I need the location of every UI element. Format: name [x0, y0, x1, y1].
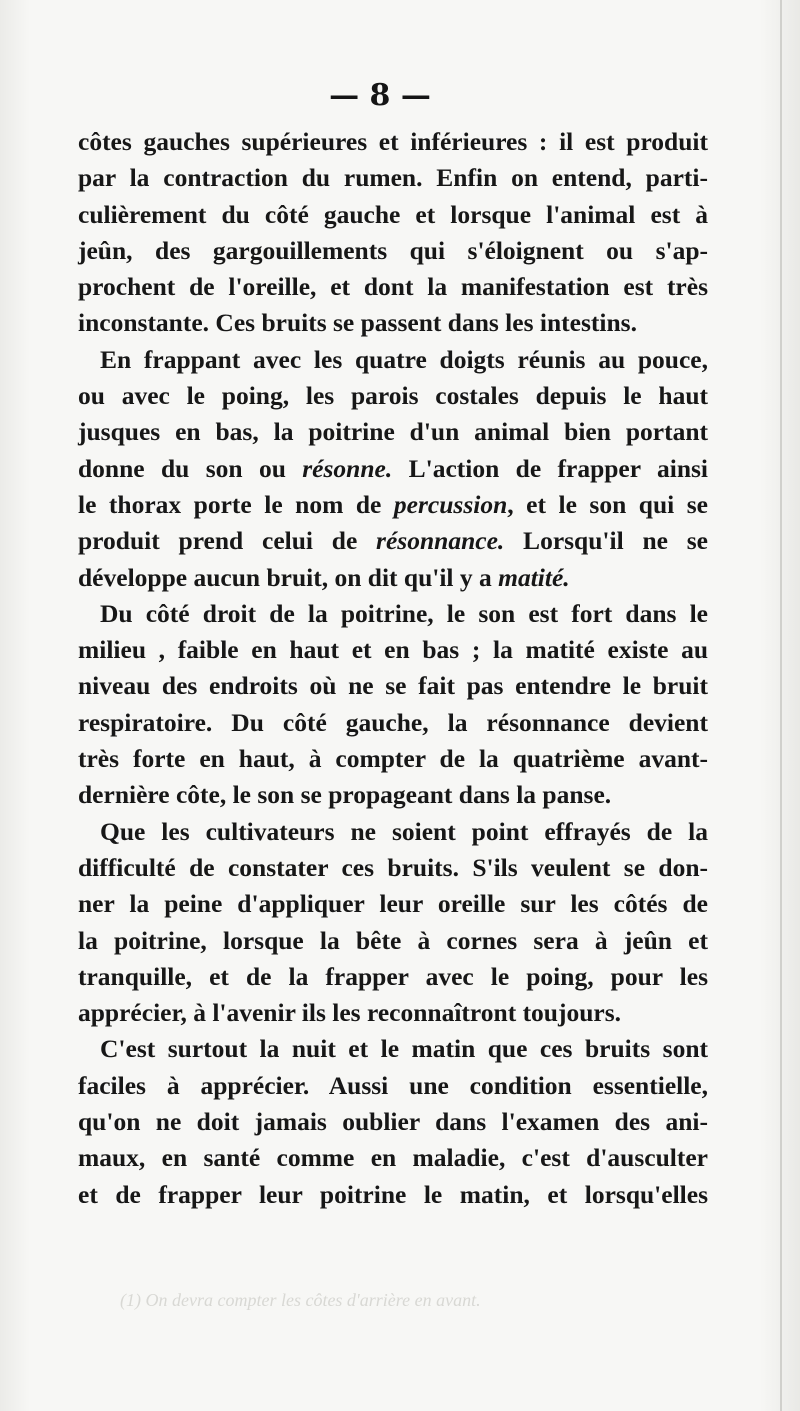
text-line: Que les cultivateurs ne soient point effrayés de la	[100, 816, 708, 846]
page-edge	[780, 0, 782, 1411]
italic-term: matité.	[498, 562, 570, 592]
text-line: jeûn, des gargouillements qui s'éloignent ou s'ap-	[78, 235, 708, 265]
text-line: Du côté droit de la poitrine, le son est fort dans le	[100, 598, 708, 628]
text-line: tranquille, et de la frapper avec le poing, pour les	[78, 961, 708, 991]
italic-term: percussion	[393, 489, 508, 519]
text-line: difficulté de constater ces bruits. S'ils veulent se don-	[78, 852, 708, 882]
text-line: côtes gauches supérieures et inférieures : il est produit	[78, 127, 708, 156]
text-line: faciles à apprécier. Aussi une condition essentielle,	[78, 1070, 708, 1100]
text-line: le thorax porte le nom de percussion, et le son qui se	[78, 489, 708, 519]
text-line: qu'on ne doit jamais oublier dans l'examen des ani-	[78, 1107, 708, 1137]
text-line: niveau des endroits où ne se fait pas entendre le bruit	[78, 671, 708, 701]
text-line: prochent de l'oreille, et dont la manifestation est très	[78, 272, 708, 302]
text-line: C'est surtout la nuit et le matin que ces bruits sont	[100, 1034, 708, 1064]
italic-term: résonnance.	[376, 526, 505, 556]
text-line: milieu , faible en haut et en bas ; la matité existe au	[78, 635, 708, 665]
text-line: développe aucun bruit, on dit qu'il y a matité.	[78, 562, 570, 592]
text-line: culièrement du côté gauche et lorsque l'animal est à	[78, 199, 708, 229]
text-line: ou avec le poing, les parois costales depuis le haut	[78, 381, 708, 411]
text-line: jusques en bas, la poitrine d'un animal bien portant	[78, 417, 708, 447]
text-line: et de frapper leur poitrine le matin, et lorsqu'elles	[78, 1179, 708, 1209]
text-line: inconstante. Ces bruits se passent dans les intestins.	[78, 308, 637, 338]
body-text	[78, 124, 708, 1213]
text-line: apprécier, à l'avenir ils les reconnaîtront toujours.	[78, 998, 622, 1028]
italic-term: résonne.	[302, 453, 393, 483]
text-line: par la contraction du rumen. Enfin on entend, parti-	[78, 163, 708, 193]
page-number: — 8 —	[329, 78, 431, 113]
text-line: En frappant avec les quatre doigts réunis au pouce,	[100, 344, 708, 374]
text-line: produit prend celui de résonnance. Lorsqu'il ne se	[78, 526, 708, 556]
bleed-through-footnote: (1) On devra compter les côtes d'arrière en avant.	[120, 1290, 481, 1310]
text-line: très forte en haut, à compter de la quatrième avant-	[78, 744, 708, 774]
text-line: ner la peine d'appliquer leur oreille sur les côtés de	[78, 889, 708, 919]
text-line: donne du son ou résonne. L'action de frapper ainsi	[78, 453, 709, 483]
text-line: dernière côte, le son se propageant dans la panse.	[78, 780, 612, 810]
text-line: la poitrine, lorsque la bête à cornes sera à jeûn et	[78, 925, 708, 955]
text-line: maux, en santé comme en maladie, c'est d'ausculter	[78, 1143, 708, 1173]
text-line: respiratoire. Du côté gauche, la résonnance devient	[78, 707, 708, 737]
